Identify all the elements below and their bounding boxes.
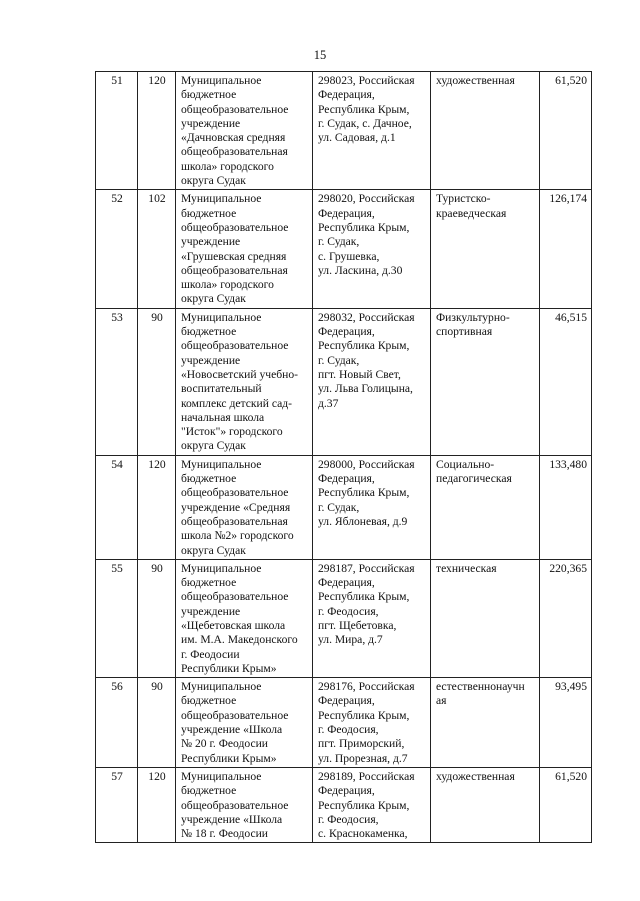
cell-line: «Дачновская средняя xyxy=(181,131,286,145)
cell-line: учреждение «Средняя xyxy=(181,500,291,514)
cell-line: Муниципальное xyxy=(181,680,262,694)
table-row xyxy=(96,767,592,842)
cell-line: педагогическая xyxy=(436,472,512,486)
cell-line: техническая xyxy=(436,561,497,575)
cell-line: краеведческая xyxy=(436,206,507,220)
cell-line: им. М.А. Македонского xyxy=(181,633,298,647)
row-number-cell: 54 xyxy=(96,455,138,559)
institution-name-cell xyxy=(176,308,313,455)
cell-line: общеобразовательное xyxy=(181,102,289,116)
cell-line: Республика Крым, xyxy=(318,590,410,604)
cell-line: 298000, Российская xyxy=(318,457,415,471)
cell-line: 298176, Российская xyxy=(318,680,415,694)
cell-line: Федерация, xyxy=(318,325,375,339)
capacity-cell: 120 xyxy=(138,72,176,190)
row-number-cell: 55 xyxy=(96,559,138,677)
cell-line: учреждение xyxy=(181,116,241,130)
table-row xyxy=(96,455,592,559)
cell-line: Муниципальное xyxy=(181,769,262,783)
cell-line: Федерация, xyxy=(318,88,375,102)
cell-line: «Новосветский учебно- xyxy=(181,367,298,381)
row-number-cell: 57 xyxy=(96,767,138,842)
cell-line: общеобразовательное xyxy=(181,590,289,604)
cell-line: пгт. Новый Свет, xyxy=(318,367,401,381)
table-row xyxy=(96,559,592,677)
cell-line: учреждение xyxy=(181,235,241,249)
cell-line: ул. Яблоневая, д.9 xyxy=(318,514,408,528)
cell-line: художественная xyxy=(436,74,515,87)
cell-line: ул. Льва Голицына, xyxy=(318,382,413,396)
cell-line: «Щебетовская школа xyxy=(181,618,286,632)
cell-line: общеобразовательное xyxy=(181,339,289,353)
cell-line: естественнонаучн xyxy=(436,680,525,694)
cell-line: «Грушевская средняя xyxy=(181,249,287,263)
row-number-cell: 56 xyxy=(96,678,138,768)
cell-line: "Исток"» городского xyxy=(181,425,283,439)
capacity-cell: 120 xyxy=(138,767,176,842)
table-row xyxy=(96,308,592,455)
cell-line: Муниципальное xyxy=(181,74,262,87)
amount-cell: 220,365 xyxy=(540,559,592,677)
direction-cell xyxy=(431,455,540,559)
cell-line: общеобразовательное xyxy=(181,486,289,500)
cell-line: бюджетное xyxy=(181,694,237,708)
cell-line: художественная xyxy=(436,769,515,783)
cell-line: г. Судак, xyxy=(318,235,360,249)
table-row xyxy=(96,678,592,768)
cell-line: общеобразовательная xyxy=(181,145,288,159)
amount-cell: 61,520 xyxy=(540,72,592,190)
direction-cell xyxy=(431,559,540,677)
cell-line: Федерация, xyxy=(318,472,375,486)
cell-line: Социально- xyxy=(436,457,495,471)
cell-line: Физкультурно- xyxy=(436,310,510,324)
address-cell xyxy=(313,308,431,455)
cell-line: пгт. Щебетовка, xyxy=(318,618,397,632)
table-body xyxy=(96,72,592,843)
cell-line: г. Феодосия, xyxy=(318,604,379,618)
table-row xyxy=(96,72,592,190)
amount-cell: 93,495 xyxy=(540,678,592,768)
cell-line: Федерация, xyxy=(318,694,375,708)
cell-line: 298020, Российская xyxy=(318,192,415,206)
amount-cell: 126,174 xyxy=(540,190,592,308)
cell-line: учреждение xyxy=(181,353,241,367)
cell-line: общеобразовательное xyxy=(181,798,289,812)
cell-line: г. Феодосия, xyxy=(318,812,379,826)
cell-line: округа Судак xyxy=(181,292,246,306)
cell-line: г. Судак, xyxy=(318,500,360,514)
institution-name-cell xyxy=(176,190,313,308)
cell-line: д.37 xyxy=(318,396,339,410)
cell-line: бюджетное xyxy=(181,472,237,486)
row-number-cell: 51 xyxy=(96,72,138,190)
capacity-cell: 90 xyxy=(138,559,176,677)
cell-line: округа Судак xyxy=(181,174,246,188)
cell-line: школа №2» городского xyxy=(181,529,294,543)
institutions-table xyxy=(95,71,592,843)
capacity-cell: 90 xyxy=(138,308,176,455)
cell-line: Республика Крым, xyxy=(318,220,410,234)
cell-line: ая xyxy=(436,694,447,708)
cell-line: Республика Крым, xyxy=(318,798,410,812)
cell-line: Муниципальное xyxy=(181,192,262,206)
institution-name-cell xyxy=(176,678,313,768)
cell-line: округа Судак xyxy=(181,543,246,557)
cell-line: 298187, Российская xyxy=(318,561,415,575)
cell-line: Муниципальное xyxy=(181,457,262,471)
direction-cell xyxy=(431,308,540,455)
cell-line: бюджетное xyxy=(181,88,237,102)
cell-line: г. Феодосии xyxy=(181,647,240,661)
cell-line: школа» городского xyxy=(181,159,274,173)
address-cell xyxy=(313,72,431,190)
cell-line: Республика Крым, xyxy=(318,102,410,116)
institution-name-cell xyxy=(176,559,313,677)
amount-cell: 133,480 xyxy=(540,455,592,559)
direction-cell xyxy=(431,678,540,768)
cell-line: бюджетное xyxy=(181,576,237,590)
cell-line: Республика Крым, xyxy=(318,708,410,722)
capacity-cell: 120 xyxy=(138,455,176,559)
institution-name-cell xyxy=(176,455,313,559)
cell-line: округа Судак xyxy=(181,439,246,453)
cell-line: № 18 г. Феодосии xyxy=(181,827,269,841)
cell-line: Туристско- xyxy=(436,192,491,206)
cell-line: Муниципальное xyxy=(181,310,262,324)
cell-line: начальная школа xyxy=(181,410,265,424)
cell-line: 298023, Российская xyxy=(318,74,415,87)
cell-line: Республики Крым» xyxy=(181,751,277,765)
cell-line: ул. Ласкина, д.30 xyxy=(318,263,403,277)
cell-line: бюджетное xyxy=(181,325,237,339)
cell-line: Федерация, xyxy=(318,206,375,220)
cell-line: пгт. Приморский, xyxy=(318,737,405,751)
institution-name-cell xyxy=(176,72,313,190)
address-cell xyxy=(313,678,431,768)
direction-cell xyxy=(431,72,540,190)
cell-line: Федерация, xyxy=(318,576,375,590)
cell-line: г. Феодосия, xyxy=(318,723,379,737)
cell-line: Республика Крым, xyxy=(318,486,410,500)
cell-line: ул. Прорезная, д.7 xyxy=(318,751,408,765)
cell-line: комплекс детский сад- xyxy=(181,396,293,410)
cell-line: 298189, Российская xyxy=(318,769,415,783)
table-row xyxy=(96,190,592,308)
cell-line: с. Краснокаменка, xyxy=(318,827,408,841)
capacity-cell: 102 xyxy=(138,190,176,308)
cell-line: Муниципальное xyxy=(181,561,262,575)
amount-cell: 46,515 xyxy=(540,308,592,455)
cell-line: школа» городского xyxy=(181,278,274,292)
cell-line: с. Грушевка, xyxy=(318,249,380,263)
cell-line: общеобразовательная xyxy=(181,514,288,528)
cell-line: бюджетное xyxy=(181,784,237,798)
cell-line: учреждение «Школа xyxy=(181,812,283,826)
cell-line: Республики Крым» xyxy=(181,661,277,675)
direction-cell xyxy=(431,190,540,308)
cell-line: Республика Крым, xyxy=(318,339,410,353)
cell-line: спортивная xyxy=(436,325,493,339)
cell-line: общеобразовательное xyxy=(181,708,289,722)
cell-line: воспитательный xyxy=(181,382,262,396)
address-cell xyxy=(313,559,431,677)
cell-line: бюджетное xyxy=(181,206,237,220)
institution-name-cell xyxy=(176,767,313,842)
cell-line: г. Судак, с. Дачное, xyxy=(318,116,412,130)
address-cell xyxy=(313,190,431,308)
cell-line: учреждение xyxy=(181,604,241,618)
row-number-cell: 53 xyxy=(96,308,138,455)
amount-cell: 61,520 xyxy=(540,767,592,842)
cell-line: г. Судак, xyxy=(318,353,360,367)
cell-line: 298032, Российская xyxy=(318,310,415,324)
direction-cell xyxy=(431,767,540,842)
row-number-cell: 52 xyxy=(96,190,138,308)
address-cell xyxy=(313,455,431,559)
cell-line: учреждение «Школа xyxy=(181,723,283,737)
address-cell xyxy=(313,767,431,842)
cell-line: № 20 г. Феодосии xyxy=(181,737,269,751)
cell-line: ул. Мира, д.7 xyxy=(318,633,383,647)
cell-line: общеобразовательное xyxy=(181,220,289,234)
cell-line: общеобразовательная xyxy=(181,263,288,277)
cell-line: Федерация, xyxy=(318,784,375,798)
page-number: 15 xyxy=(313,48,327,62)
capacity-cell: 90 xyxy=(138,678,176,768)
cell-line: ул. Садовая, д.1 xyxy=(318,131,396,145)
